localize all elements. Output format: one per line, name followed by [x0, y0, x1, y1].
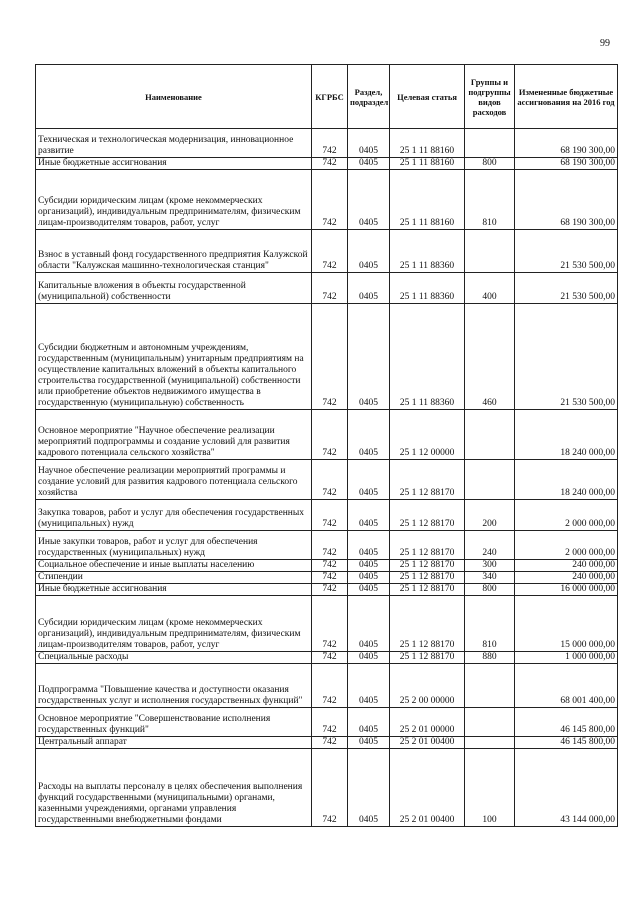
row-group: 800	[465, 584, 515, 596]
row-group: 460	[465, 304, 515, 410]
row-kgrbs: 742	[312, 304, 348, 410]
row-section: 0405	[348, 652, 390, 664]
table-row	[36, 129, 618, 158]
row-section: 0405	[348, 560, 390, 572]
table-row	[36, 584, 618, 596]
row-target: 25 1 11 88360	[390, 230, 465, 273]
row-kgrbs: 742	[312, 737, 348, 749]
header-kgrbs: КГРБС	[312, 65, 348, 129]
table-row	[36, 596, 618, 652]
row-amount: 2 000 000,00	[515, 531, 618, 560]
row-target: 25 1 11 88360	[390, 273, 465, 304]
row-kgrbs: 742	[312, 460, 348, 500]
row-group: 400	[465, 273, 515, 304]
row-target: 25 1 12 88170	[390, 572, 465, 584]
row-name: Стипендии	[36, 572, 312, 584]
row-section: 0405	[348, 460, 390, 500]
row-kgrbs: 742	[312, 410, 348, 460]
row-name: Расходы на выплаты персоналу в целях обеспечения выполнения функций государственными (муниципальными) органами, казенными учреждениями, органами управления государственными внебюджетными фондами	[36, 749, 312, 827]
table-row	[36, 560, 618, 572]
row-amount: 16 000 000,00	[515, 584, 618, 596]
row-kgrbs: 742	[312, 560, 348, 572]
row-group	[465, 410, 515, 460]
row-amount: 21 530 500,00	[515, 230, 618, 273]
row-name: Субсидии бюджетным и автономным учреждениям, государственным (муниципальным) унитарным предприятиям на осуществление капитальных вложений в объекты капитального строительства государственной (муниципальной) собственности или приобретение объектов недвижимого имущества в государственную (муниципальную) собственность	[36, 304, 312, 410]
row-section: 0405	[348, 737, 390, 749]
row-kgrbs: 742	[312, 273, 348, 304]
row-name: Специальные расходы	[36, 652, 312, 664]
row-group: 810	[465, 596, 515, 652]
row-name: Закупка товаров, работ и услуг для обеспечения государственных (муниципальных) нужд	[36, 500, 312, 531]
row-target: 25 1 11 88160	[390, 129, 465, 158]
row-amount: 68 190 300,00	[515, 129, 618, 158]
row-section: 0405	[348, 500, 390, 531]
row-name: Взнос в уставный фонд государственного предприятия Калужской области "Калужская машинно-технологическая станция"	[36, 230, 312, 273]
row-section: 0405	[348, 230, 390, 273]
table-row	[36, 170, 618, 230]
row-section: 0405	[348, 273, 390, 304]
row-kgrbs: 742	[312, 749, 348, 827]
row-group	[465, 737, 515, 749]
row-name: Субсидии юридическим лицам (кроме некоммерческих организаций), индивидуальным предпринимателям, физическим лицам-производителям товаров, работ, услуг	[36, 596, 312, 652]
row-name: Центральный аппарат	[36, 737, 312, 749]
row-amount: 1 000 000,00	[515, 652, 618, 664]
header-target: Целевая статья	[390, 65, 465, 129]
row-group	[465, 664, 515, 708]
row-amount: 68 001 400,00	[515, 664, 618, 708]
budget-table	[35, 64, 618, 827]
row-amount: 68 190 300,00	[515, 170, 618, 230]
table-row	[36, 500, 618, 531]
row-kgrbs: 742	[312, 129, 348, 158]
row-name: Иные закупки товаров, работ и услуг для обеспечения государственных (муниципальных) нужд	[36, 531, 312, 560]
row-group: 800	[465, 158, 515, 170]
row-name: Научное обеспечение реализации мероприятий программы и создание условий для развития кадрового потенциала сельского хозяйства	[36, 460, 312, 500]
row-target: 25 1 12 88170	[390, 584, 465, 596]
table-row	[36, 273, 618, 304]
row-amount: 21 530 500,00	[515, 304, 618, 410]
table-row	[36, 410, 618, 460]
row-name: Субсидии юридическим лицам (кроме некоммерческих организаций), индивидуальным предпринимателям, физическим лицам-производителям товаров, работ, услуг	[36, 170, 312, 230]
row-target: 25 1 12 88170	[390, 560, 465, 572]
table-header	[36, 65, 618, 129]
row-section: 0405	[348, 531, 390, 560]
row-kgrbs: 742	[312, 158, 348, 170]
row-group	[465, 129, 515, 158]
row-name: Техническая и технологическая модернизация, инновационное развитие	[36, 129, 312, 158]
row-amount: 43 144 000,00	[515, 749, 618, 827]
table-row	[36, 460, 618, 500]
table-row	[36, 158, 618, 170]
table-row	[36, 652, 618, 664]
row-section: 0405	[348, 170, 390, 230]
row-amount: 18 240 000,00	[515, 410, 618, 460]
row-section: 0405	[348, 572, 390, 584]
row-kgrbs: 742	[312, 531, 348, 560]
row-amount: 18 240 000,00	[515, 460, 618, 500]
row-group: 200	[465, 500, 515, 531]
row-amount: 46 145 800,00	[515, 708, 618, 737]
row-name: Основное мероприятие "Научное обеспечение реализации мероприятий подпрограммы и создание условий для развития кадрового потенциала сельского хозяйства"	[36, 410, 312, 460]
row-section: 0405	[348, 749, 390, 827]
row-kgrbs: 742	[312, 500, 348, 531]
row-target: 25 1 12 00000	[390, 410, 465, 460]
header-section: Раздел, подраздел	[348, 65, 390, 129]
row-group	[465, 708, 515, 737]
row-amount: 2 000 000,00	[515, 500, 618, 531]
table-row	[36, 531, 618, 560]
table-row	[36, 304, 618, 410]
page-number: 99	[600, 38, 610, 49]
row-amount: 240 000,00	[515, 572, 618, 584]
row-amount: 240 000,00	[515, 560, 618, 572]
table-row	[36, 749, 618, 827]
row-section: 0405	[348, 708, 390, 737]
row-kgrbs: 742	[312, 572, 348, 584]
row-amount: 21 530 500,00	[515, 273, 618, 304]
row-target: 25 2 01 00000	[390, 708, 465, 737]
table-row	[36, 664, 618, 708]
row-section: 0405	[348, 410, 390, 460]
row-target: 25 1 12 88170	[390, 596, 465, 652]
row-kgrbs: 742	[312, 664, 348, 708]
row-amount: 68 190 300,00	[515, 158, 618, 170]
row-target: 25 1 12 88170	[390, 652, 465, 664]
row-section: 0405	[348, 596, 390, 652]
header-group: Группы и подгруппы видов расходов	[465, 65, 515, 129]
row-name: Иные бюджетные ассигнования	[36, 158, 312, 170]
row-name: Социальное обеспечение и иные выплаты населению	[36, 560, 312, 572]
row-name: Подпрограмма "Повышение качества и доступности оказания государственных услуг и исполнения государственных функций"	[36, 664, 312, 708]
header-name: Наименование	[36, 65, 312, 129]
table-row	[36, 708, 618, 737]
row-kgrbs: 742	[312, 584, 348, 596]
row-target: 25 1 11 88360	[390, 304, 465, 410]
row-group: 810	[465, 170, 515, 230]
row-kgrbs: 742	[312, 652, 348, 664]
table-row	[36, 737, 618, 749]
row-kgrbs: 742	[312, 596, 348, 652]
row-section: 0405	[348, 664, 390, 708]
row-kgrbs: 742	[312, 230, 348, 273]
row-group: 100	[465, 749, 515, 827]
table-row	[36, 230, 618, 273]
row-group	[465, 460, 515, 500]
row-target: 25 2 01 00400	[390, 749, 465, 827]
row-target: 25 1 11 88160	[390, 158, 465, 170]
row-amount: 15 000 000,00	[515, 596, 618, 652]
row-target: 25 1 12 88170	[390, 460, 465, 500]
row-group	[465, 230, 515, 273]
row-name: Капитальные вложения в объекты государственной (муниципальной) собственности	[36, 273, 312, 304]
row-section: 0405	[348, 304, 390, 410]
row-group: 300	[465, 560, 515, 572]
header-amount: Измененные бюджетные ассигнования на 2016 год	[515, 65, 618, 129]
row-target: 25 1 11 88160	[390, 170, 465, 230]
row-section: 0405	[348, 158, 390, 170]
row-name: Основное мероприятие "Совершенствование исполнения государственных функций"	[36, 708, 312, 737]
row-group: 880	[465, 652, 515, 664]
row-target: 25 2 01 00400	[390, 737, 465, 749]
row-name: Иные бюджетные ассигнования	[36, 584, 312, 596]
row-target: 25 1 12 88170	[390, 500, 465, 531]
table-row	[36, 572, 618, 584]
row-amount: 46 145 800,00	[515, 737, 618, 749]
row-section: 0405	[348, 584, 390, 596]
row-section: 0405	[348, 129, 390, 158]
row-group: 340	[465, 572, 515, 584]
row-target: 25 1 12 88170	[390, 531, 465, 560]
row-kgrbs: 742	[312, 708, 348, 737]
row-target: 25 2 00 00000	[390, 664, 465, 708]
row-group: 240	[465, 531, 515, 560]
row-kgrbs: 742	[312, 170, 348, 230]
